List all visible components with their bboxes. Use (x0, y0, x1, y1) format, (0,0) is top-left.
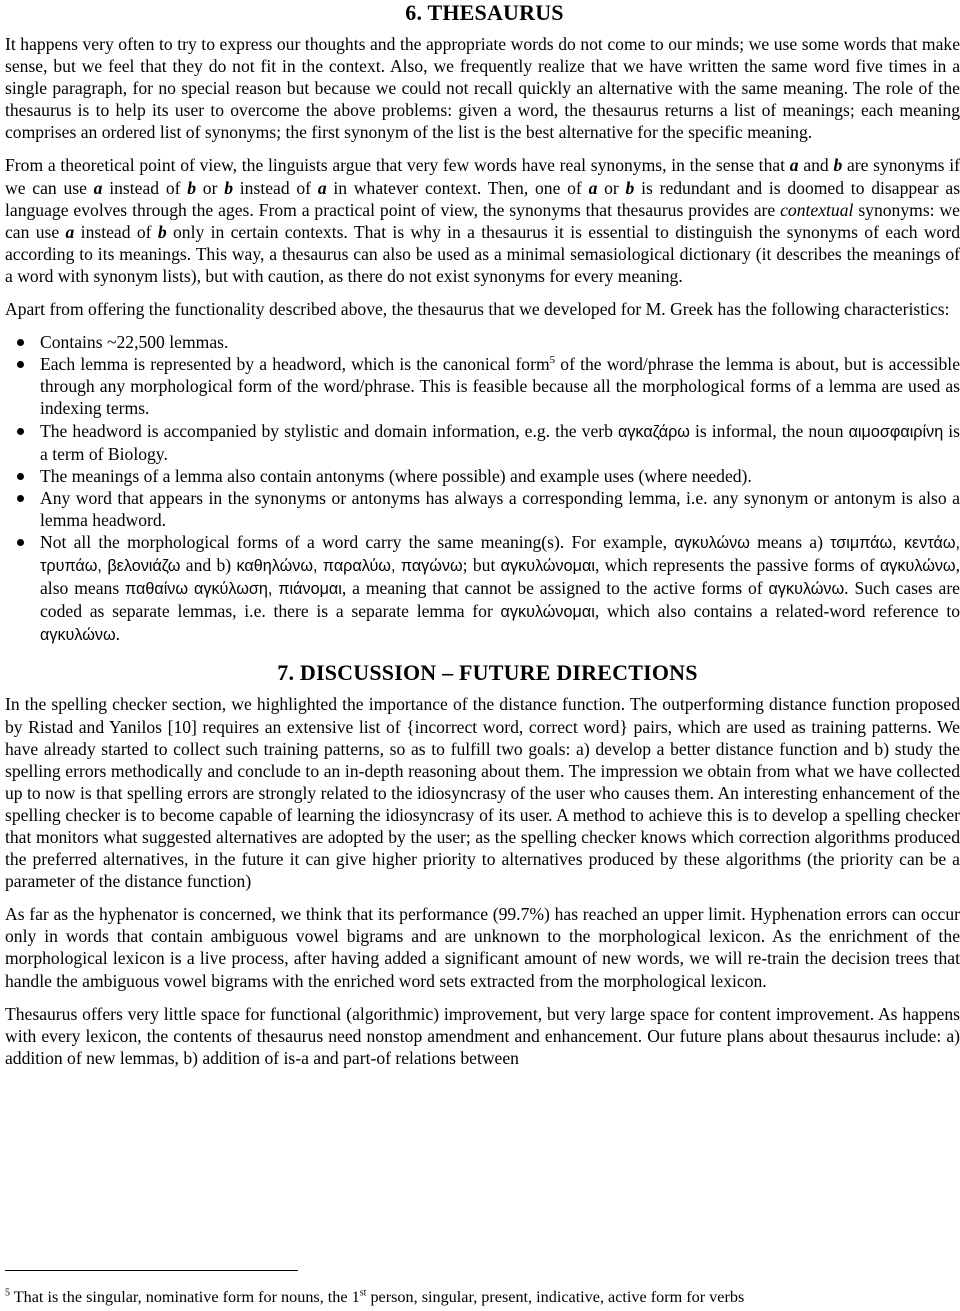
variable-a: a (65, 221, 75, 242)
greek-term: αγκυλώνομαι (500, 603, 595, 622)
emphasis-contextual: contextual (780, 199, 854, 220)
text-run: From a theoretical point of view, the linguists argue that very few words have real synonyms, in the sense that (5, 155, 790, 176)
variable-b: b (224, 177, 234, 198)
bullet-icon (17, 428, 24, 435)
variable-b: b (833, 155, 843, 176)
discussion-paragraph-3: Thesaurus offers very little space for functional (algorithmic) improvement, but very large space for content improvement. As happens with every lexicon, the contents of thesaurus need nonstop amendment and enhancement. Our future plans about thesaurus include: a) addition of new lemmas, b) addition of is-a and part-of relations between (5, 1003, 960, 1068)
variable-b: b (157, 221, 167, 242)
section-7-heading: 7. DISCUSSION – FUTURE DIRECTIONS (277, 660, 698, 686)
text-run: , a meaning that cannot be assigned to the active forms of (341, 578, 769, 599)
list-item (5, 487, 960, 531)
footnote-marker: 5 (5, 1287, 10, 1299)
list-item-text: The meanings of a lemma also contain antonyms (where possible) and example uses (where needed). (40, 465, 752, 486)
variable-a: a (789, 155, 799, 176)
thesaurus-paragraph-1: It happens very often to try to express our thoughts and the appropriate words do not come to our minds; we use some words that make sense, but we feel that they do not fit in the context. Also, we frequently realize that we have written the same word five times in a single paragraph, for no special reason but because we could not recall quickly an alternative with the same meaning. The role of the thesaurus is to help its user to overcome the above problems: given a word, the thesaurus returns a list of meanings; each meaning comprises an ordered list of synonyms; the first synonym of the list is the best alternative for the specific meaning. (5, 34, 960, 143)
text-run: Each lemma is represented by a headword, which is the canonical form (40, 354, 550, 375)
greek-term: αγκυλώνω (768, 580, 845, 599)
greek-term: αγκαζάρω (617, 422, 690, 441)
variable-b: b (625, 177, 635, 198)
list-item (5, 353, 960, 419)
text-run: are synonyms if we can use (5, 155, 960, 198)
footnote-divider (5, 1270, 298, 1271)
greek-term: αιμοσφαιρίνη (848, 422, 944, 441)
characteristics-list (5, 331, 960, 646)
text-run: is a term of Biology. (40, 420, 960, 464)
greek-term: αγκυλώνω (674, 533, 750, 552)
variable-a: a (588, 177, 598, 198)
discussion-paragraph-2: As far as the hyphenator is concerned, we think that its performance (99.7%) has reached an upper limit. Hyphenation errors can occur only in words that contain ambiguous vowel bigrams and are unknown to the morphological lexicon. As the enrichment of the morphological lexicon is a live process, after having added a significant amount of new words, we will re-train the decision trees that handle the ambiguous vowel bigrams with the enriched word sets extracted from the morphological lexicon. (5, 904, 960, 991)
text-run: ; but (462, 555, 501, 576)
variable-a: a (93, 177, 103, 198)
ordinal-suffix: st (359, 1287, 367, 1299)
greek-term: αγκυλώνομαι (500, 557, 595, 576)
bullet-icon (17, 339, 24, 346)
text-run: and (798, 155, 834, 176)
page (5, 0, 960, 1069)
text-run: in whatever context. Then, one of (326, 177, 589, 198)
list-item (5, 531, 960, 646)
footnote-reference[interactable]: 5 (549, 354, 556, 367)
list-item (5, 331, 960, 353)
list-item-text: Contains ~22,500 lemmas. (40, 332, 229, 353)
greek-term: τσιμπάω, κεντάω, τρυπάω, βελονιάζω (40, 533, 960, 576)
text-run: means a) (749, 531, 831, 552)
bullet-icon (17, 539, 24, 546)
text-run: instead of (102, 177, 188, 198)
bullet-icon (17, 361, 24, 368)
thesaurus-paragraph-2 (5, 154, 960, 287)
text-run: is informal, the noun (689, 420, 849, 441)
greek-term: αγκυλώνω (40, 626, 116, 645)
text-run: . Such cases are coded as separate lemmas, i.e. there is a separate lemma for (40, 578, 960, 622)
list-item-text: Any word that appears in the synonyms or antonyms has always a corresponding lemma, i.e. any synonym or antonym is also a lemma headword. (40, 487, 960, 530)
bullet-icon (17, 473, 24, 480)
footnote-text: person, singular, present, indicative, active form for verbs (366, 1288, 745, 1306)
section-6-heading: 6. THESAURUS (405, 0, 564, 25)
text-run: instead of (233, 177, 318, 198)
text-run: only in certain contexts. That is why in a thesaurus it is essential to distinguish the synonyms of each word according to its meanings. This way, a thesaurus can also be used as a minimal semasiological dictionary (it describes the meanings of a word with synonym lists), but with caution, as there do not exist synonyms for every meaning. (5, 221, 960, 286)
text-run: or (196, 177, 225, 198)
text-run: , which represents the passive forms of (594, 555, 880, 576)
greek-term: καθηλώνω, παραλύω, παγώνω (236, 557, 463, 576)
greek-term: αγκυλώνω (879, 557, 956, 576)
footnote (5, 1287, 744, 1307)
text-run: instead of (74, 221, 158, 242)
list-item (5, 420, 960, 465)
text-run: of the word/phrase the lemma is about, but is accessible through any morphological form of the word/phrase. This is feasible because all the morphological forms of a lemma are used as indexing terms. (40, 354, 960, 419)
text-run: , also means (40, 555, 960, 599)
text-run: and b) (180, 555, 237, 576)
greek-term: παθαίνω αγκύλωση, πιάνομαι (125, 580, 342, 599)
text-run: Not all the morphological forms of a word carry the same meaning(s). For example, (40, 531, 675, 552)
variable-b: b (187, 177, 197, 198)
text-run: . (115, 624, 121, 645)
text-run: or (597, 177, 626, 198)
variable-a: a (317, 177, 327, 198)
text-run: The headword is accompanied by stylistic and domain information, e.g. the verb (40, 420, 618, 441)
text-run: , which also contains a related-word reference to (594, 601, 960, 622)
list-item (5, 465, 960, 487)
text-run: synonyms: we can use (5, 199, 960, 242)
thesaurus-paragraph-3: Apart from offering the functionality described above, the thesaurus that we developed for M. Greek has the following characteristics: (5, 299, 950, 320)
footnote-text: That is the singular, nominative form for nouns, the 1 (10, 1288, 360, 1306)
text-run: is redundant and is doomed to disappear as language evolves through the ages. From a practical point of view, the synonyms that thesaurus provides are (5, 177, 960, 220)
discussion-paragraph-1: In the spelling checker section, we highlighted the importance of the distance function. The outperforming distance function proposed by Ristad and Yanilos [10] requires an extensive list of {incorrect word, correct word} pairs, which are used as training patterns. We have already started to collect such training patterns, so as to fulfill two goals: a) develop a better distance function and b) study the spelling errors methodically and conclude to an in-depth reasoning about them. The impression we obtain from what we have collected up to now is that spelling errors are strongly related to the idiosyncrasy of the user who causes them. An interesting enhancement of the spelling checker is to become capable of learning the idiosyncrasy of its user. A method to achieve this is to develop a spelling checker that monitors what suggested alternatives are adopted by the user; as the spelling checker knows which correction algorithms produced the preferred alternatives, in the future it can give higher priority to alternatives produced by these algorithms (the priority can be a parameter of the distance function) (5, 694, 960, 892)
bullet-icon (17, 495, 24, 502)
